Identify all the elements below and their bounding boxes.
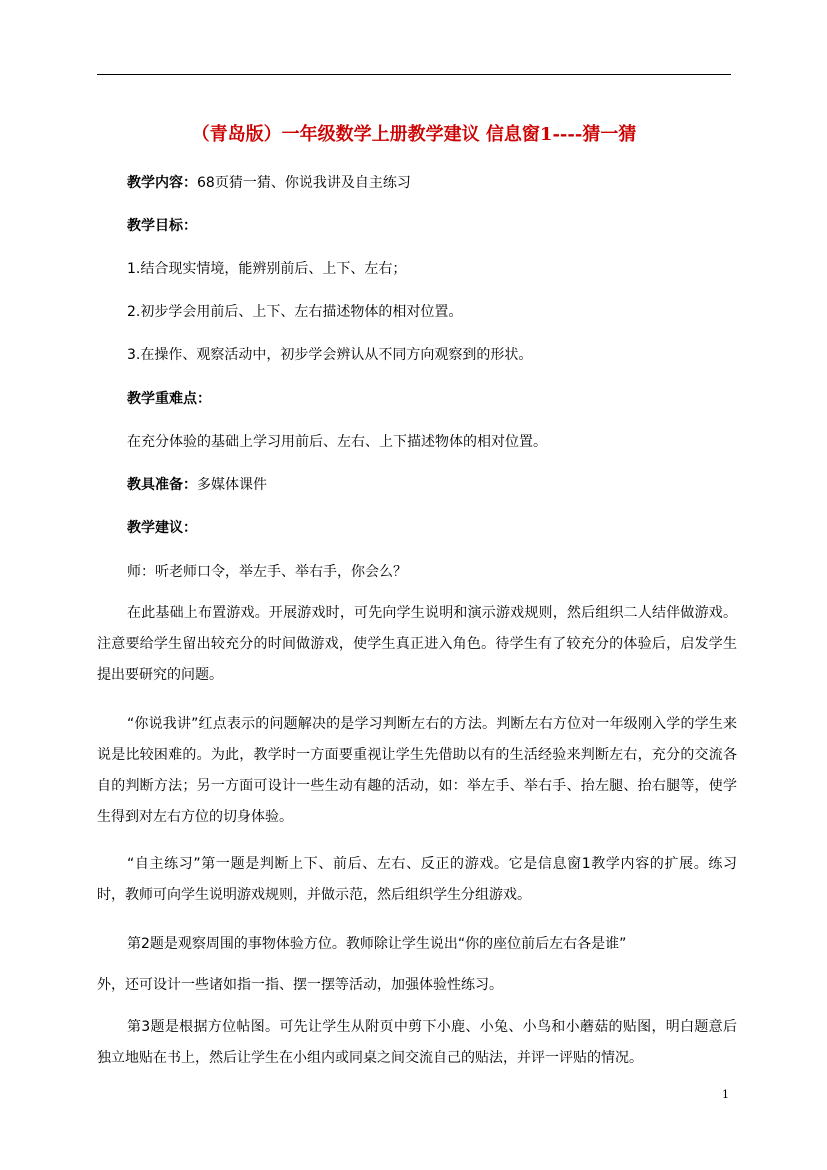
content-label: 教学内容：	[127, 175, 197, 191]
document-title: （青岛版）一年级数学上册教学建议 信息窗1----猜一猜	[191, 124, 637, 145]
paragraph-practice-3: 第3题是根据方位帖图。可先让学生从附页中剪下小鹿、小兔、小鸟和小蘑菇的贴图，明白题意后独立地贴在书上，然后让学生在小组内或同桌之间交流自己的贴法，并评一评贴的情况。	[97, 1019, 737, 1066]
paragraph-game: 在此基础上布置游戏。开展游戏时，可先向学生说明和演示游戏规则，然后组织二人结伴做游戏。注意要给学生留出较充分的时间做游戏，使学生真正进入角色。待学生有了较充分的体验后，启发学生提出要研究的问题。	[97, 605, 737, 683]
paragraph-practice-2-cont: 外，还可设计一些诸如指一指、摆一摆等活动，加强体验性练习。	[97, 977, 503, 993]
keypoints-label: 教学重难点：	[127, 391, 211, 407]
tools-line	[127, 475, 267, 495]
content-line	[127, 173, 411, 193]
keypoints-value: 在充分体验的基础上学习用前后、左右、上下描述物体的相对位置。	[127, 434, 547, 450]
tools-value: 多媒体课件	[197, 477, 267, 493]
goals-label: 教学目标：	[127, 218, 197, 234]
header-rule	[97, 74, 731, 75]
goal-item-1: 1.结合现实情境，能辨别前后、上下、左右；	[127, 261, 407, 277]
goal-item-2: 2.初步学会用前后、上下、左右描述物体的相对位置。	[127, 304, 463, 320]
goal-item-3: 3.在操作、观察活动中，初步学会辨认从不同方向观察到的形状。	[127, 347, 533, 363]
content-value: 68页猜一猜、你说我讲及自主练习	[197, 175, 411, 191]
tools-label: 教具准备：	[127, 477, 197, 493]
paragraph-practice-1: “自主练习”第一题是判断上下、前后、左右、反正的游戏。它是信息窗1教学内容的扩展。练习时，教师可向学生说明游戏规则，并做示范，然后组织学生分组游戏。	[97, 856, 737, 903]
page-number: 1	[722, 1088, 729, 1101]
suggestions-label: 教学建议：	[127, 520, 197, 536]
paragraph-left-right: “你说我讲”红点表示的问题解决的是学习判断左右的方法。判断左右方位对一年级刚入学的学生来说是比较困难的。为此，教学时一方面要重视让学生先借助以有的生活经验来判断左右，充分的交流各自的判断方法；另一方面可设计一些生动有趣的活动，如：举左手、举右手、抬左腿、抬右腿等，使学生得到对左右方位的切身体验。	[97, 716, 737, 825]
teacher-line: 师：听老师口令，举左手、举右手，你会么？	[127, 564, 407, 580]
paragraph-practice-2: 第2题是观察周围的事物体验方位。教师除让学生说出“你的座位前后左右各是谁”	[127, 936, 627, 952]
